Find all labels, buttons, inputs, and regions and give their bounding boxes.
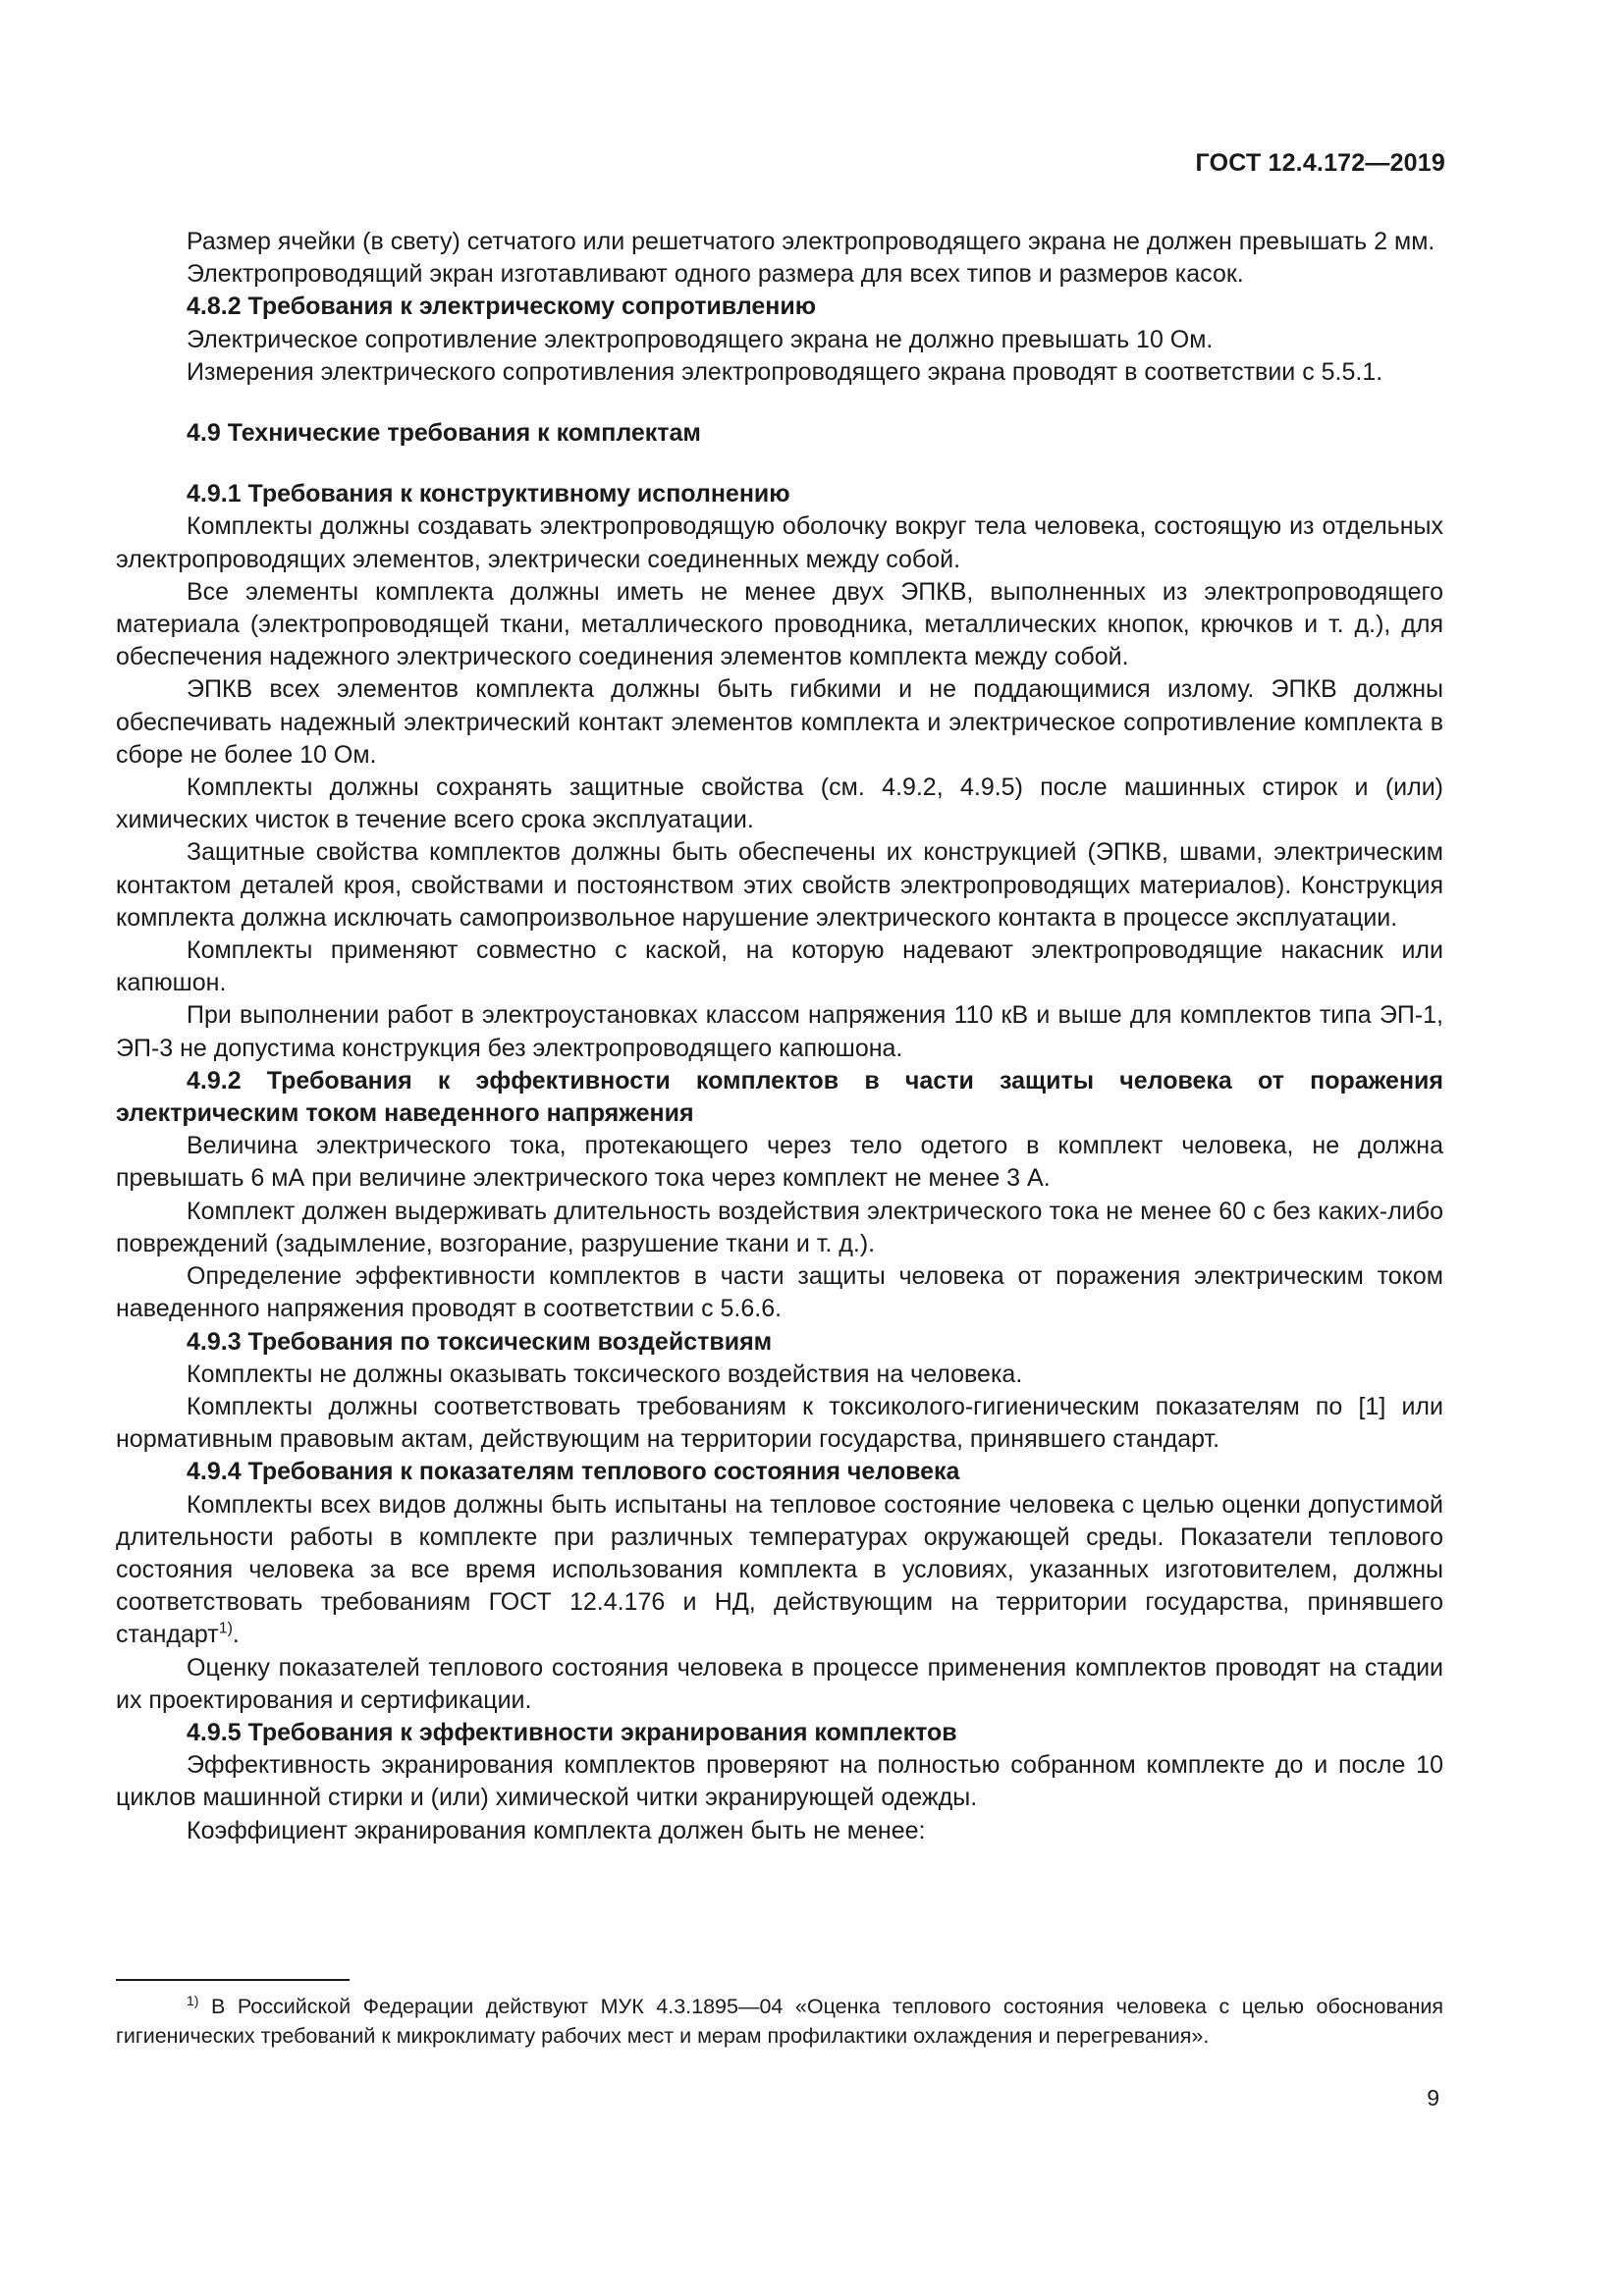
- paragraph: Электрическое сопротивление электропроводящего экрана не должно превышать 10 Ом.: [187, 325, 1214, 353]
- main-text: [116, 226, 1443, 1847]
- subsection-heading-4-9-5: 4.9.5 Требования к эффективности экранирования комплектов: [187, 1718, 957, 1746]
- paragraph: Оценку показателей теплового состояния человека в процессе применения комплектов проводят на стадии их проектирования и сертификации.: [116, 1653, 1443, 1714]
- paragraph: Определение эффективности комплектов в части защиты человека от поражения электрическим током наведенного напряжения проводят в соответствии с 5.6.6.: [116, 1262, 1443, 1323]
- paragraph: Все элементы комплекта должны иметь не менее двух ЭПКВ, выполненных из электропроводящего материала (электропроводящей ткани, металлического проводника, металлических кнопок, крючков и т. д.), для обеспечения надежного электрического соединения элементов комплекта между собой.: [116, 577, 1443, 671]
- paragraph: ЭПКВ всех элементов комплекта должны быть гибкими и не поддающимися излому. ЭПКВ должны обеспечивать надежный электрический контакт элементов комплекта и электрическое сопротивление комплекта в сборе не более 10 Ом.: [116, 675, 1443, 769]
- footnote: [116, 1993, 1443, 2051]
- paragraph: При выполнении работ в электроустановках классом напряжения 110 кВ и выше для комплектов типа ЭП-1, ЭП-3 не допустима конструкция без электропроводящего капюшона.: [116, 1001, 1443, 1062]
- paragraph: Коэффициент экранирования комплекта должен быть не менее:: [187, 1816, 926, 1844]
- subsection-heading-4-9-1: 4.9.1 Требования к конструктивному исполнению: [187, 480, 790, 508]
- paragraph: Защитные свойства комплектов должны быть обеспечены их конструкцией (ЭПКВ, швами, электрическим контактом деталей кроя, свойствами и постоянством этих свойств электропроводящих материалов). Конструкция комплекта должна исключать самопроизвольное нарушение электрического контакта в процессе эксплуатации.: [116, 838, 1443, 932]
- paragraph: Измерения электрического сопротивления электропроводящего экрана проводят в соответствии с 5.5.1.: [187, 357, 1383, 386]
- paragraph: Электропроводящий экран изготавливают одного размера для всех типов и размеров касок.: [187, 260, 1244, 289]
- subsection-heading-4-9-4: 4.9.4 Требования к показателям теплового состояния человека: [187, 1458, 960, 1486]
- paragraph: Комплекты применяют совместно с каской, на которую надевают электропроводящие накасник или капюшон.: [116, 936, 1443, 997]
- paragraph: Комплекты должны сохранять защитные свойства (см. 4.9.2, 4.9.5) после машинных стирок и (или) химических чисток в течение всего срока эксплуатации.: [116, 774, 1443, 834]
- paragraph: Величина электрического тока, протекающего через тело одетого в комплект человека, не должна превышать 6 мА при величине электрического тока через комплект не менее 3 А.: [116, 1132, 1443, 1193]
- footnote-marker: 1): [187, 1992, 199, 2008]
- paragraph: Комплекты должны создавать электропроводящую оболочку вокруг тела человека, состоящую из отдельных электропроводящих элементов, электрически соединенных между собой.: [116, 512, 1443, 573]
- subsection-heading-4-8-2: 4.8.2 Требования к электрическому сопротивлению: [187, 293, 817, 321]
- document-code: ГОСТ 12.4.172—2019: [1195, 149, 1445, 177]
- paragraph: Комплект должен выдерживать длительность воздействия электрического тока не менее 60 с без каких-либо повреждений (задымление, возгорание, разрушение ткани и т. д.).: [116, 1197, 1443, 1257]
- paragraph-end: .: [232, 1621, 240, 1649]
- subsection-heading-4-9-2: 4.9.2 Требования к эффективности комплектов в части защиты человека от поражения электрическим током наведенного напряжения: [116, 1066, 1443, 1128]
- subsection-heading-4-9-3: 4.9.3 Требования по токсическим воздействиям: [187, 1327, 773, 1356]
- paragraph: Комплекты должны соответствовать требованиям к токсиколого-гигиеническим показателям по [1] или нормативным правовым актам, действующим на территории государства, принявшего стандарт.: [116, 1392, 1443, 1454]
- paragraph: Эффективность экранирования комплектов проверяют на полностью собранном комплекте до и после 10 циклов машинной стирки и (или) химической читки экранирующей одежды.: [116, 1751, 1443, 1812]
- paragraph-text: Комплекты всех видов должны быть испытаны на тепловое состояние человека с целью оценки допустимой длительности работы в комплекте при различных температурах окружающей среды. Показатели теплового состояния человека за все время использования комплекта в условиях, указанных изготовителем, должны соответствовать требованиям ГОСТ 12.4.176 и НД, действующим на территории государства, принявшего стандарт: [116, 1490, 1443, 1649]
- footnote-reference[interactable]: 1): [218, 1621, 233, 1637]
- paragraph: Размер ячейки (в свету) сетчатого или решетчатого электропроводящего экрана не должен превышать 2 мм.: [187, 228, 1435, 255]
- paragraph: Комплекты не должны оказывать токсического воздействия на человека.: [187, 1360, 1023, 1388]
- section-heading-4-9: 4.9 Технические требования к комплектам: [187, 419, 701, 448]
- footnote-text: В Российской Федерации действуют МУК 4.3.1895—04 «Оценка теплового состояния человека с целью обоснования гигиенических требований к микроклимату рабочих мест и мерам профилактики охлаждения и перегревания».: [116, 1995, 1443, 2048]
- paragraph: [116, 1489, 1443, 1652]
- page-number: 9: [1427, 2085, 1439, 2110]
- footnote-divider: [116, 1979, 350, 1981]
